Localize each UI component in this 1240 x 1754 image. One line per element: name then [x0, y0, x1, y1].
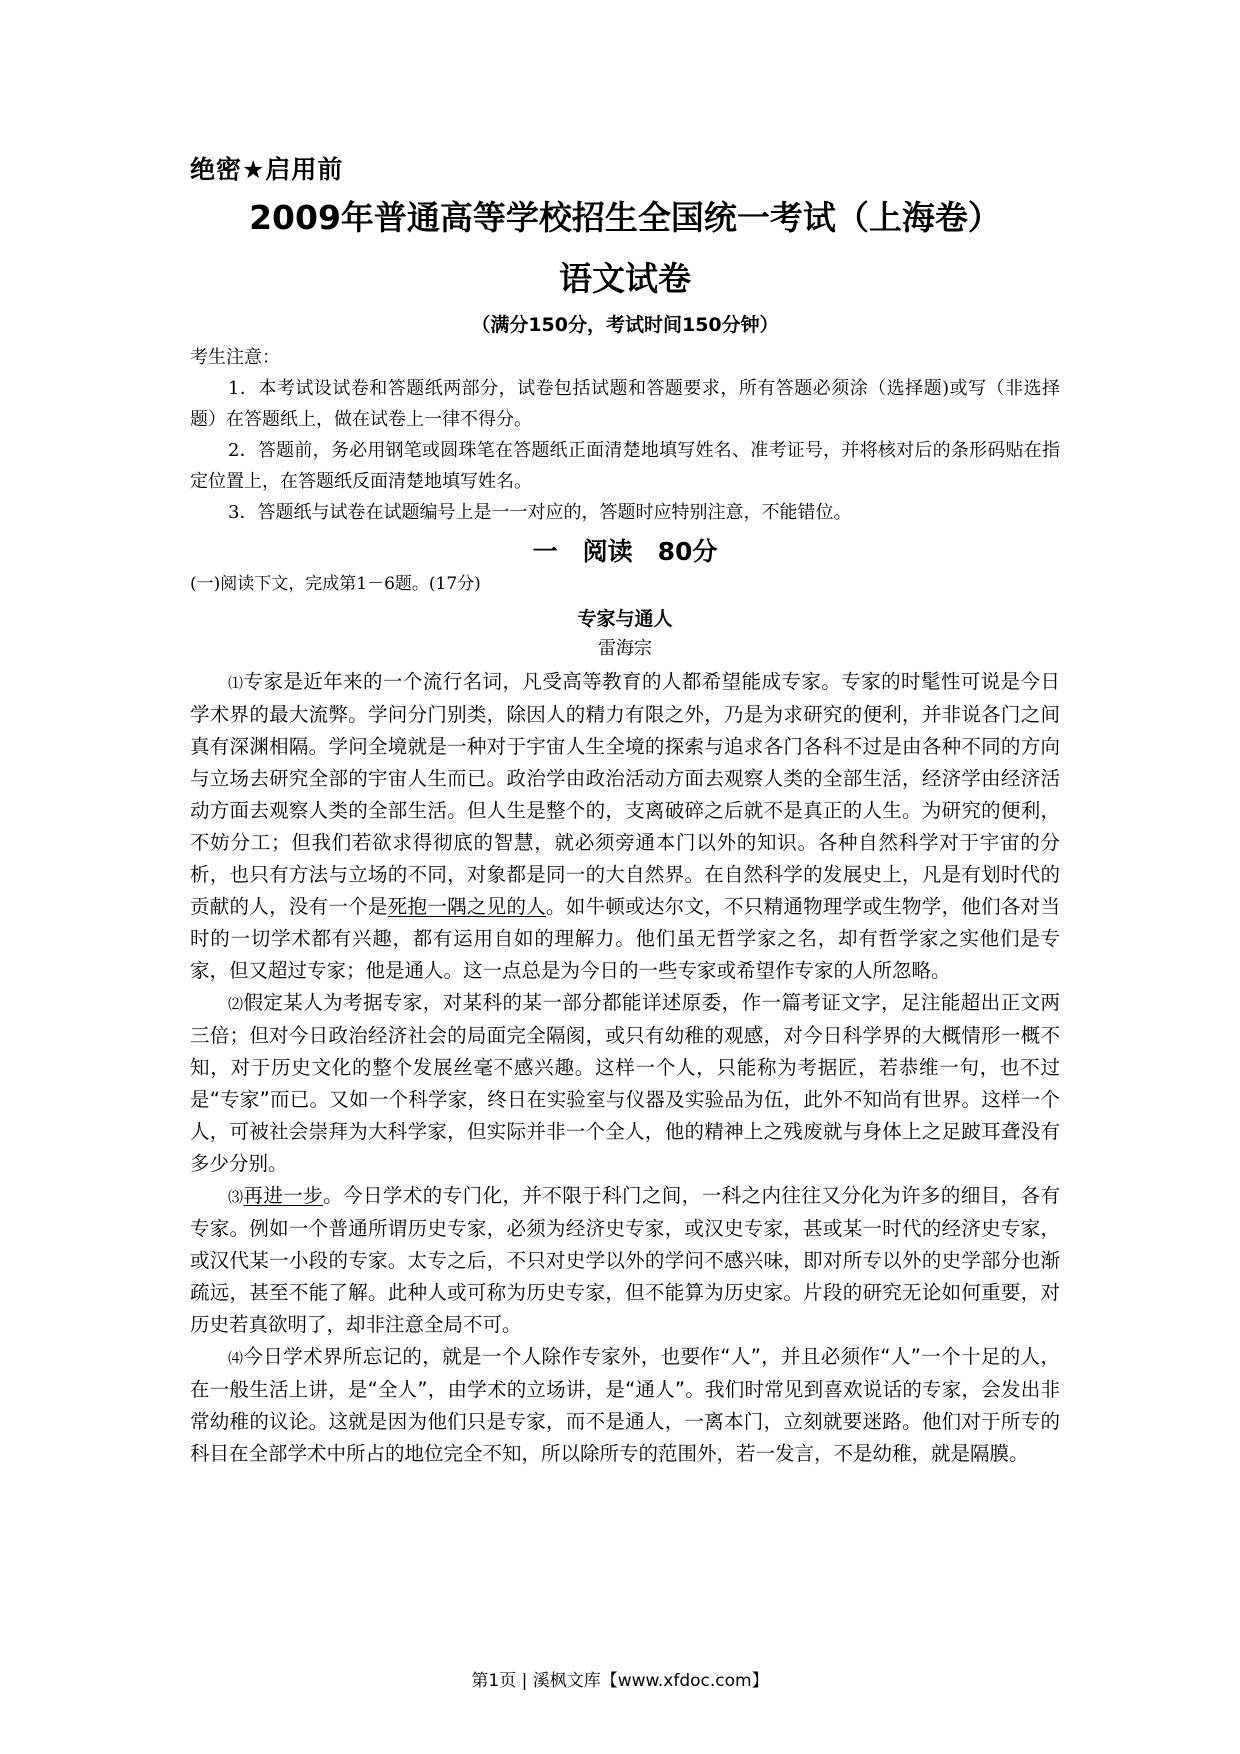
section-intro: (一)阅读下文，完成第1－6题。(17分) — [190, 574, 481, 594]
article-author: 雷海宗 — [598, 638, 652, 659]
notice-item-1: 1．本考试设试卷和答题纸两部分，试卷包括试题和答题要求，所有答题必须涂（选择题)或写（非选择题）在答题纸上，做在试卷上一律不得分。 — [190, 378, 1060, 430]
paragraph-1 — [190, 666, 1060, 987]
notice-item-2: 2．答题前，务必用钢笔或圆珠笔在答题纸正面清楚地填写姓名、准考证号，并将核对后的条形码贴在指定位置上，在答题纸反面清楚地填写姓名。 — [190, 440, 1060, 492]
confidential-label: 绝密★启用前 — [190, 155, 344, 184]
exam-title: 2009年普通高等学校招生全国统一考试（上海卷） — [249, 198, 1001, 237]
page-footer: 第1页 | 溪枫文库【www.xfdoc.com】 — [471, 1671, 769, 1691]
section-heading: 一 阅读 80分 — [532, 537, 718, 566]
paragraph-number: ⑴ — [228, 674, 244, 692]
paragraph-3 — [190, 1180, 1060, 1341]
exam-page — [190, 150, 1060, 1470]
paragraph-number: ⑵ — [228, 995, 244, 1013]
paragraph-4 — [190, 1341, 1060, 1470]
notice-item-3: 3．答题纸与试卷在试题编号上是一一对应的，答题时应特别注意，不能错位。 — [228, 502, 852, 523]
paragraph-number: ⑷ — [228, 1349, 244, 1367]
paragraph-text: 专家是近年来的一个流行名词，凡受高等教育的人都希望能成专家。专家的时髦性可说是今日学术界的最大流弊。学问分门别类，除因人的精力有限之外，乃是为求研究的便利，并非说各门之间真有深渊相隔。学问全境就是一种对于宇宙人生全境的探索与追求各门各科不过是由各种不同的方向与立场去研究全部的宇宙人生而已。政治学由政治活动方面去观察人类的全部生活，经济学由经济活动方面去观察人类的全部生活。但人生是整个的，支离破碎之后就不是真正的人生。为研究的便利，不妨分工；但我们若欲求得彻底的智慧，就必须旁通本门以外的知识。各种自然科学对于宇宙的分析，也只有方法与立场的不同，对象都是同一的大自然界。在自然科学的发展史上，凡是有划时代的贡献的人，没有一个是 — [190, 670, 1060, 918]
paragraph-text: 今日学术界所忘记的，就是一个人除作专家外，也要作“人”，并且必须作“人”一个十足的人，在一般生活上讲，是“全人”，由学术的立场讲，是“通人”。我们时常见到喜欢说话的专家，会发出非常幼稚的议论。这就是因为他们只是专家，而不是通人，一离本门，立刻就要迷路。他们对于所专的科目在全部学术中所占的地位完全不知，所以除所专的范围外，若一发言，不是幼稚，就是隔膜。 — [190, 1345, 1060, 1465]
underlined-phrase: 再进一步 — [243, 1184, 324, 1207]
notice-heading: 考生注意： — [190, 347, 280, 368]
paragraph-text: 。今日学术的专门化，并不限于科门之间，一科之内往往又分化为许多的细目，各有专家。例如一个普通所谓历史专家，必须为经济史专家，或汉史专家，甚或某一时代的经济史专家，或汉代某一小段的专家。太专之后，不只对史学以外的学问不感兴味，即对所专以外的史学部分也渐疏远，甚至不能了解。此种人或可称为历史专家，但不能算为历史家。片段的研究无论如何重要，对历史若真欲明了，却非注意全局不可。 — [190, 1184, 1060, 1336]
exam-subject: 语文试卷 — [559, 259, 691, 298]
paragraph-2 — [190, 987, 1060, 1180]
article-title: 专家与通人 — [577, 608, 673, 630]
paragraph-text: 假定某人为考据专家，对某科的某一部分都能详述原委，作一篇考证文字，足注能超出正文两三倍；但对今日政治经济社会的局面完全隔阂，或只有幼稚的观感，对今日科学界的大概情形一概不知，对于历史文化的整个发展丝毫不感兴趣。这样一个人，只能称为考据匠，若恭维一句，也不过是“专家”而已。又如一个科学家，终日在实验室与仪器及实验品为伍，此外不知尚有世界。这样一个人，可被社会崇拜为大科学家，但实际并非一个全人，他的精神上之残废就与身体上之足跛耳聋没有多少分别。 — [190, 991, 1060, 1175]
paragraph-text: 。如牛顿或达尔文，不只精通物理学或生物学，他们各对当时的一切学术都有兴趣，都有运用自如的理解力。他们虽无哲学家之名，却有哲学家之实他们是专家，但又超过专家；他是通人。这一点总是为今日的一些专家或希望作专家的人所忽略。 — [190, 895, 1060, 982]
paragraph-number: ⑶ — [228, 1188, 244, 1206]
score-note: （满分150分，考试时间150分钟） — [471, 314, 779, 336]
underlined-phrase: 死抱一隅之见的人 — [387, 895, 547, 918]
